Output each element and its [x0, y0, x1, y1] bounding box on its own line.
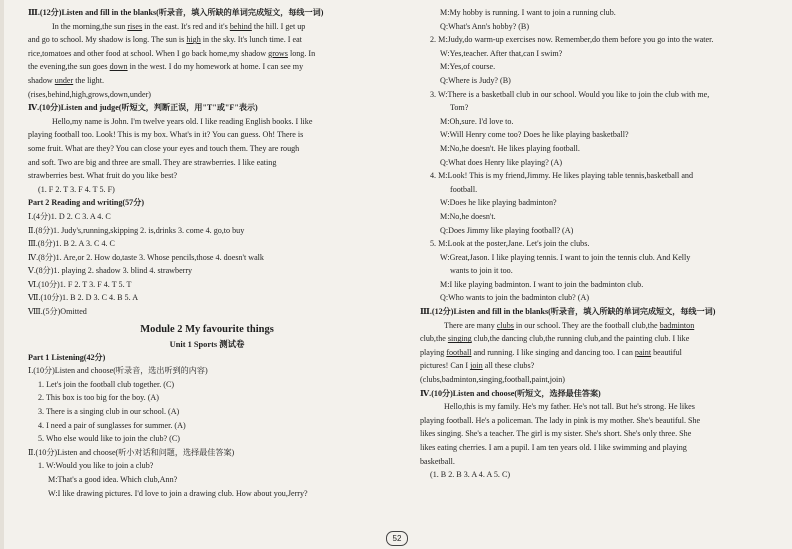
right-line-r1: M:My hobby is running. I want to join a running club.: [440, 8, 616, 17]
right-line-r35: (1. B 2. B 3. A 4. A 5. C): [430, 470, 511, 480]
left-line-l29: 2. This box is too big for the boy. (A): [38, 393, 159, 403]
right-line-r9: M:Oh,sure. I'd love to.: [440, 116, 514, 126]
right-line-r18: 5. M:Look at the poster,Jane. Let's join the clubs.: [430, 239, 590, 249]
right-line-r22: Q:Who wants to join the badminton club? (A): [440, 293, 590, 303]
right-line-r29: Ⅳ.(10分)Listen and choose(听短文，选择最佳答案): [420, 388, 601, 398]
right-line-r19: W:Great,Jason. I like playing tennis. I want to join the tennis club. And Kelly: [440, 252, 691, 262]
right-line-r26: playing football and running. I like singing and dancing too. I can paint beautiful: [420, 347, 682, 357]
left-line-l21: Ⅵ.(10分)1. F 2. T 3. F 4. T 5. T: [28, 279, 132, 289]
left-line-l26: Part 1 Listening(42分): [28, 352, 106, 362]
right-line-r4: W:Yes,teacher. After that,can I swim?: [440, 48, 563, 58]
right-line-r27: pictures! Can I join all these clubs?: [420, 361, 535, 371]
right-line-r20: wants to join it too.: [450, 266, 513, 276]
left-line-l35: M:That's a good idea. Which club,Ann?: [48, 475, 178, 484]
right-line-r3: 2. M:Judy,do warm-up exercises now. Remember,do them before you go into the water.: [430, 35, 714, 45]
left-line-l5: the evening,the sun goes down in the west. I do my homework at home. I can see my: [28, 62, 304, 72]
right-line-r7: 3. W:There is a basketball club in our school. Would you like to join the club with me,: [430, 89, 710, 99]
left-line-l14: (1. F 2. T 3. F 4. T 5. F): [38, 184, 115, 194]
left-line-l31: 4. I need a pair of sunglasses for summer. (A): [38, 420, 186, 430]
left-line-l2: In the morning,the sun rises in the east. It's red and it's behind the hill. I get up: [52, 21, 306, 31]
left-line-l8: Ⅳ.(10分)Listen and judge(听短文，判断正误，用"T"或"F"表示): [28, 103, 258, 113]
right-line-r13: 4. M:Look! This is my friend,Jimmy. He likes playing table tennis,basketball and: [430, 171, 694, 181]
right-line-r6: Q:Where is Judy? (B): [440, 75, 511, 85]
right-line-r15: W:Does he like playing badminton?: [440, 198, 557, 208]
left-line-l16: Ⅰ.(4分)1. D 2. C 3. A 4. C: [28, 211, 111, 221]
left-line-l28: 1. Let's join the football club together. (C): [38, 379, 175, 389]
left-line-l19: Ⅳ.(8分)1. Are,or 2. How do,taste 3. Whose pencils,those 4. doesn't walk: [28, 252, 264, 262]
page-number: 52: [386, 531, 408, 546]
left-line-l24: Module 2 My favourite things: [140, 323, 274, 335]
right-line-r31: playing football. He's a policeman. The lady in pink is my mother. She's beautiful. She: [420, 415, 701, 425]
left-line-l30: 3. There is a singing club in our school. (A): [38, 407, 180, 417]
right-line-r21: M:I like playing badminton. I want to join the badminton club.: [440, 279, 644, 289]
left-line-l34: 1. W:Would you like to join a club?: [38, 461, 154, 471]
left-line-l7: (rises,behind,high,grows,down,under): [28, 89, 151, 99]
left-line-l13: strawberries best. What fruit do you like best?: [28, 171, 178, 181]
right-line-r11: M:No,he doesn't. He likes playing football.: [440, 143, 580, 153]
right-line-r12: Q:What does Henry like playing? (A): [440, 157, 563, 167]
right-column: [420, 6, 772, 482]
left-line-l20: Ⅴ.(8分)1. playing 2. shadow 3. blind 4. strawberry: [28, 266, 193, 276]
right-line-r14: football.: [450, 184, 478, 194]
right-line-r33: likes eating cherries. I am a pupil. I am ten years old. I like swimming and playing: [420, 443, 687, 452]
right-line-r28: (clubs,badminton,singing,football,paint,join): [420, 375, 565, 385]
left-line-l4: rice,tomatoes and other food at school. When I go back home,my shadow grows long. In: [28, 48, 316, 58]
left-line-l23: Ⅷ.(5分)Omitted: [28, 307, 87, 317]
right-line-r8: Tom?: [450, 103, 469, 113]
right-line-r32: likes singing. She's a teacher. The girl is my sister. She's short. She's only three. She: [420, 429, 692, 439]
left-column: [28, 6, 386, 500]
right-line-r30: Hello,this is my family. He's my father. He's not tall. But he's strong. He likes: [444, 402, 695, 412]
left-line-l9: Hello,my name is John. I'm twelve years old. I like reading English books. I like: [52, 116, 313, 126]
left-line-l15: Part 2 Reading and writing(57分): [28, 198, 145, 208]
right-line-r25: club,the singing club,the dancing club,the running club,and the painting club. I like: [420, 334, 690, 344]
left-line-l10: playing football too. Look! This is my box. What's in it? You can guess. Oh! There is: [28, 130, 304, 140]
left-line-l11: some fruit. What are they? You can close your eyes and touch them. They are rough: [28, 143, 300, 153]
left-line-l33: Ⅱ.(10分)Listen and choose(听小对话和问题，选择最佳答案): [28, 447, 235, 457]
right-line-r2: Q:What's Ann's hobby? (B): [440, 21, 530, 31]
right-line-r17: Q:Does Jimmy like playing football? (A): [440, 225, 574, 235]
left-line-l1: Ⅲ.(12分)Listen and fill in the blanks(听录音，填入所缺的单词完成短文，每线一词): [28, 8, 324, 17]
left-line-l3: and go to school. My shadow is long. The sun is high in the sky. It's lunch time. I eat: [28, 35, 302, 45]
left-line-l6: shadow under the light.: [28, 75, 105, 85]
left-line-l17: Ⅱ.(8分)1. Judy's,running,skipping 2. is,drinks 3. come 4. go,to buy: [28, 225, 245, 235]
left-line-l32: 5. Who else would like to join the club? (C): [38, 434, 180, 444]
left-line-l18: Ⅲ.(8分)1. B 2. A 3. C 4. C: [28, 239, 115, 249]
right-line-r5: M:Yes,of course.: [440, 62, 496, 72]
right-line-r34: basketball.: [420, 456, 455, 466]
left-line-l22: Ⅶ.(10分)1. B 2. D 3. C 4. B 5. A: [28, 293, 139, 303]
right-line-r10: W:Will Henry come too? Does he like playing basketball?: [440, 130, 629, 140]
right-line-r24: There are many clubs in our school. They are the football club,the badminton: [444, 320, 695, 330]
page-edge: [0, 0, 4, 549]
left-line-l36: W:I like drawing pictures. I'd love to join a drawing club. How about you,Jerry?: [48, 488, 308, 498]
left-line-l12: and soft. Two are big and three are small. They are strawberries. I like eating: [28, 157, 277, 167]
right-line-r16: M:No,he doesn't.: [440, 211, 496, 221]
right-line-r23: Ⅲ.(12分)Listen and fill in the blanks(听录音，填入所缺的单词完成短文，每线一词): [420, 307, 716, 317]
left-line-l27: Ⅰ.(10分)Listen and choose(听录音，选出听到的内容): [28, 366, 208, 376]
left-line-l25: Unit 1 Sports 测试卷: [169, 339, 245, 349]
